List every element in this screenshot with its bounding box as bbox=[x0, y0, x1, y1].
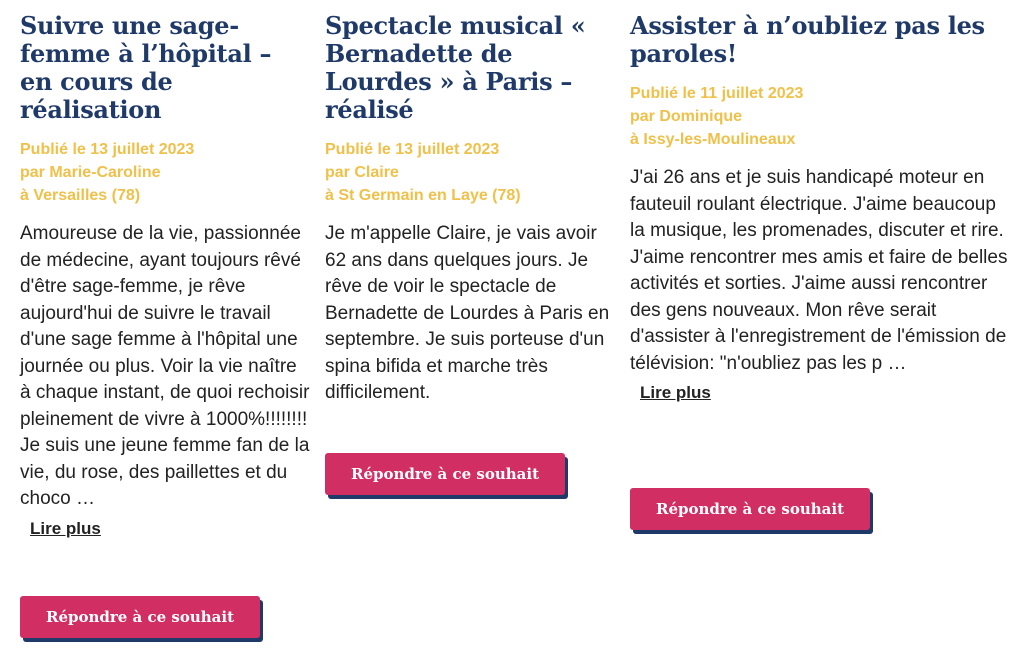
wish-meta bbox=[325, 138, 615, 207]
wish-meta bbox=[630, 82, 1010, 151]
wish-author: par Marie-Caroline bbox=[20, 164, 161, 181]
respond-button[interactable]: Répondre à ce souhait bbox=[325, 453, 565, 495]
wish-location: à Versailles (78) bbox=[20, 187, 141, 204]
wish-description: Amoureuse de la vie, passionnée de médecine, ayant toujours rêvé d'être sage-femme, je rêve aujourd'hui de suivre le travail d'une sage femme à l'hôpital une journée ou plus. Voir la vie naître à chaque instant, de quoi rechoisir pleinement de vivre à 1000%!!!!!!!! Je suis une jeune femme fan de la vie, du rose, des paillettes et du choco … bbox=[20, 223, 310, 509]
wish-description: J'ai 26 ans et je suis handicapé moteur en fauteuil roulant électrique. J'aime beaucoup la musique, les promenades, discuter et rire. J'aime rencontrer mes amis et faire de belles activités et sorties. J'aime aussi rencontrer des gens nouveaux. Mon rêve serait d'assister à l'enregistrement de l'émission de télévision: "n'oubliez pas les p … bbox=[630, 167, 1008, 374]
wish-published-date: Publié le 13 juillet 2023 bbox=[325, 141, 500, 158]
read-more-link[interactable]: Lire plus bbox=[30, 518, 101, 538]
wish-author: par Claire bbox=[325, 164, 399, 181]
read-more-link[interactable]: Lire plus bbox=[640, 383, 711, 402]
wish-published-date: Publié le 13 juillet 2023 bbox=[20, 141, 195, 158]
wish-card bbox=[20, 11, 310, 626]
wish-title[interactable]: Assister à n’oubliez pas les paroles! bbox=[630, 11, 985, 68]
wish-card bbox=[630, 11, 1010, 518]
wish-author: par Dominique bbox=[630, 108, 743, 125]
wish-title[interactable]: Suivre une sage-femme à l’hôpital – en cours de réalisation bbox=[20, 11, 272, 124]
wish-meta bbox=[20, 138, 310, 207]
respond-button[interactable]: Répondre à ce souhait bbox=[630, 488, 870, 530]
wish-location: à Issy-les-Moulineaux bbox=[630, 131, 796, 148]
wish-published-date: Publié le 11 juillet 2023 bbox=[630, 85, 804, 102]
respond-button[interactable]: Répondre à ce souhait bbox=[20, 596, 260, 638]
wish-description: Je m'appelle Claire, je vais avoir 62 ans dans quelques jours. Je rêve de voir le spectacle de Bernadette de Lourdes à Paris en septembre. Je suis porteuse d'un spina bifida et marche très difficilement. bbox=[325, 223, 610, 403]
wish-location: à St Germain en Laye (78) bbox=[325, 187, 521, 204]
wish-title[interactable]: Spectacle musical « Bernadette de Lourdes » à Paris – réalisé bbox=[325, 11, 586, 124]
wish-card bbox=[325, 11, 615, 483]
